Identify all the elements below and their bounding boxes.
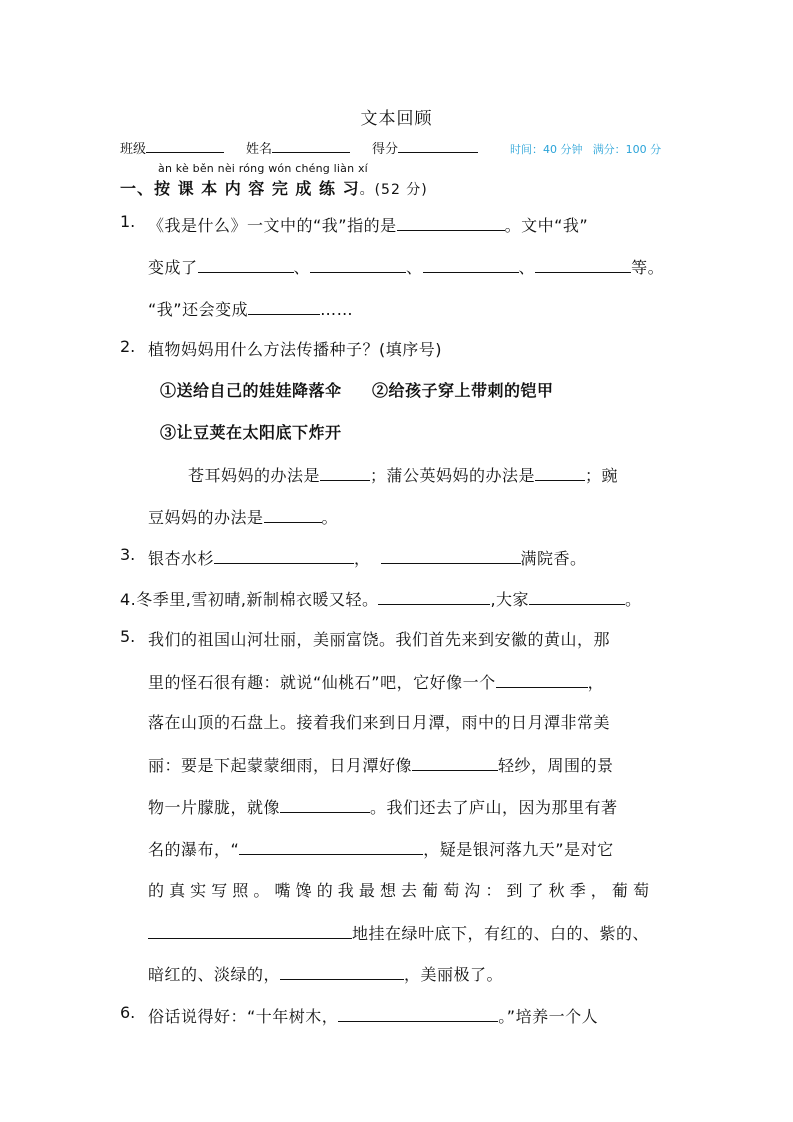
q3-text-b: ， [354,549,371,568]
q4-text-b: ,大家 [490,590,530,609]
q4-text-c: 。 [625,590,642,609]
name-blank[interactable] [272,138,350,153]
q6-number: 6. [120,1003,136,1022]
section-heading-text: 一、按 课 本 内 容 完 成 练 习 [120,179,360,198]
q5-text-e: 物一片朦胧，就像 [148,798,281,817]
q5-line-2 [148,669,604,693]
q5-text-g: 名的瀑布，“ [148,840,240,859]
q5-blank-6[interactable] [280,961,404,980]
q1-line-2 [148,254,664,278]
section-pinyin: àn kè běn nèi róng wón chéng liàn xí [158,162,368,175]
q5-line-5 [148,794,618,818]
q1-sep-3: 、 [518,258,536,277]
q5-blank-2[interactable] [412,752,498,771]
q5-line-3: 落在山顶的石盘上。接着我们来到日月潭，雨中的日月潭非常美 [148,713,611,732]
q5-line-1: 我们的祖国山河壮丽，美丽富饶。我们首先来到安徽的黄山，那 [148,630,611,649]
student-info-row [120,138,661,157]
q1-blank-6[interactable] [248,296,320,315]
q2-number: 2. [120,337,136,356]
q2-option-2: ②给孩子穿上带刺的铠甲 [372,381,554,400]
q5-blank-3[interactable] [280,794,370,813]
q5-text-i: 地挂在绿叶底下，有红的、白的、紫的、 [352,924,650,943]
q4-line [120,586,642,610]
q4-blank-1[interactable] [378,586,490,605]
q2-prompt: 植物妈妈用什么方法传播种子？(填序号) [148,340,442,359]
q1-blank-2[interactable] [198,254,294,273]
q5-number: 5. [120,627,136,646]
q5-line-8 [148,920,649,944]
q3-number: 3. [120,545,136,564]
section-heading [120,176,428,199]
q1-number: 1. [120,212,136,231]
q1-text-a: 《我是什么》一文中的“我”指的是 [148,216,397,235]
q5-text-c: 丽：要是下起蒙蒙细雨，日月潭好像 [148,756,413,775]
q1-blank-3[interactable] [310,254,406,273]
q5-line-6 [148,836,614,860]
q5-text-h: ，疑是银河落九天”是对它 [423,840,614,859]
q3-line [148,545,587,569]
q4-text-a: 4.冬季里,雪初晴,新制棉衣暖又轻。 [120,590,379,609]
q2-blank-1[interactable] [320,462,370,481]
section-score: 。(52 分) [359,182,428,198]
q2-text-c: ；豌 [585,466,619,485]
q5-blank-4[interactable] [239,836,423,855]
time-limit: 时间：40 分钟 [510,143,583,156]
q1-text-b: 。文中“我” [504,216,589,235]
q5-line-4 [148,752,614,776]
q5-blank-1[interactable] [496,669,588,688]
q3-text-c: 满院香。 [520,549,587,568]
name-label: 姓名 [246,142,273,157]
q1-sep-2: 、 [406,258,423,277]
q5-text-b: ， [587,673,605,692]
class-label: 班级 [120,142,147,157]
q6-text-a: 俗话说得好：“十年树木， [148,1007,339,1026]
q2-blank-2[interactable] [535,462,585,481]
q3-text-a: 银杏水杉 [148,549,215,568]
q3-blank-1[interactable] [214,545,354,564]
q5-text-j: 暗红的、淡绿的， [148,965,281,984]
q1-sep-1: 、 [293,258,311,277]
q2-text-d: 豆妈妈的办法是 [148,508,264,527]
full-score: 满分：100 分 [592,143,662,156]
q1-line-3 [148,296,353,320]
q1-text-c: 变成了 [148,258,198,277]
q2-line-5 [148,504,338,528]
q5-blank-5[interactable] [148,920,352,939]
q2-blank-3[interactable] [264,504,322,523]
q5-text-k: ，美丽极了。 [404,965,504,984]
q2-option-1: ①送给自己的娃娃降落伞 [160,381,342,400]
q5-line-7: 的 真 实 写 照 。 嘴 馋 的 我 最 想 去 葡 萄 沟 ： 到 了 秋 季 ， 葡 萄 [148,881,649,900]
q6-line [148,1003,598,1027]
page-title: 文本回顾 [360,109,433,129]
q5-text-f: 。我们还去了庐山，因为那里有著 [370,798,618,817]
q3-blank-2[interactable] [381,545,521,564]
q1-blank-1[interactable] [397,212,505,231]
q1-blank-4[interactable] [423,254,519,273]
q5-text-d: 轻纱，周围的景 [498,756,614,775]
q2-option-3: ③让豆荚在太阳底下炸开 [160,423,342,442]
q2-line-4 [188,462,618,486]
q2-text-a: 苍耳妈妈的办法是 [188,466,321,485]
q2-text-e: 。 [321,508,339,527]
q1-text-d: 等。 [631,258,665,277]
q1-text-e: “我”还会变成 [148,300,249,319]
q6-blank-1[interactable] [338,1003,498,1022]
q5-line-9 [148,961,503,985]
q5-text-a: 里的怪石很有趣：就说“仙桃石”吧，它好像一个 [148,673,496,692]
score-label: 得分 [372,142,399,157]
q1-line-1 [148,212,588,236]
q6-text-b: 。”培养一个人 [498,1007,599,1026]
q2-text-b: ；蒲公英妈妈的办法是 [370,466,536,485]
class-blank[interactable] [146,138,224,153]
score-blank[interactable] [398,138,478,153]
q1-blank-5[interactable] [535,254,631,273]
q1-text-f: …… [320,300,354,319]
q4-blank-2[interactable] [529,586,625,605]
